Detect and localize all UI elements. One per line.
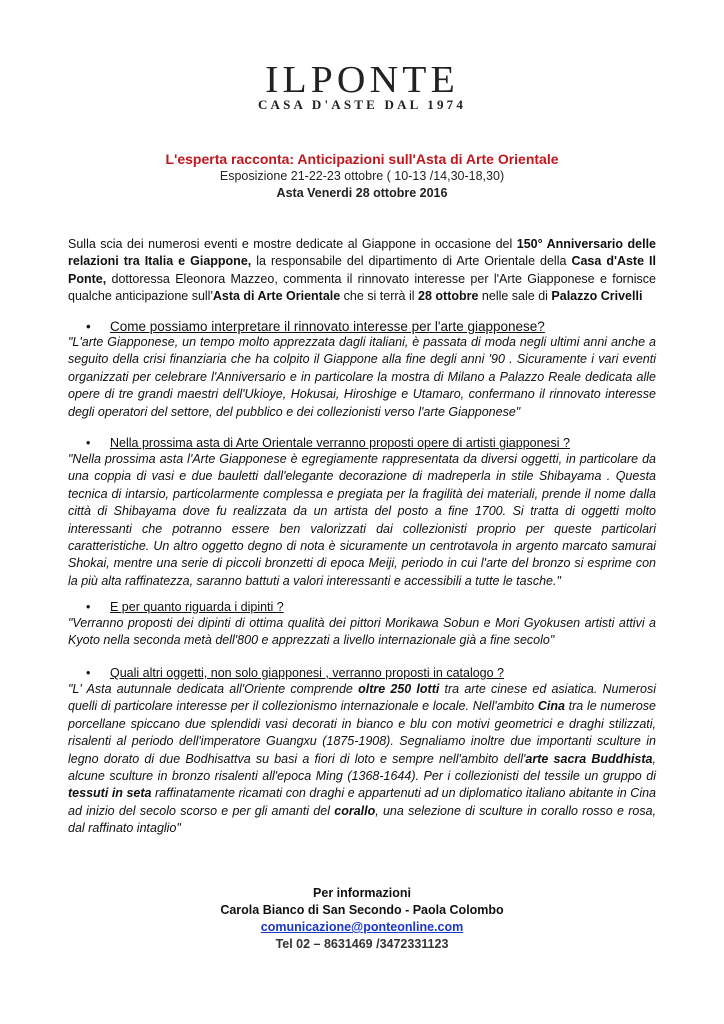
answer-bold: tessuti in seta	[68, 786, 152, 801]
intro-text: nelle sale di	[478, 289, 552, 304]
bullet-icon: •	[86, 666, 91, 680]
press-header	[0, 150, 724, 202]
exhibition-dates: Esposizione 21-22-23 ottobre ( 10-13 /14,30-18,30)	[219, 169, 505, 183]
intro-bold: 28 ottobre	[418, 289, 479, 304]
intro-text: la responsabile del dipartimento di Arte Orientale della	[251, 254, 572, 269]
email-link[interactable]: comunicazione@ponteonline.com	[260, 920, 464, 934]
answer-text: raffinatamente ricamati con draghi e appartenuti ad un diplomatico italiano abitante in Cina ad inizio del secolo scorso e per gli amanti del	[68, 786, 656, 818]
intro-text: che si terrà il	[340, 289, 419, 304]
answer-1: "L'arte Giapponese, un tempo molto apprezzata dagli italiani, è passata di moda negli ultimi anni anche a seguito della crisi finanziaria che ha colpito il Giappone alla fine degli anni '90 . Sicuramente i vari eventi organizzati per celebrare l'Anniversario e in particolare la mostra di Milano a Palazzo Reale dedicata alle opere di tre grandi maestri dell'Ukioye, Hokusai, Hiroshige e Utamaro, confermano il rinnovato interesse degli operatori del settore, del pubblico e dei collezionisti verso l'arte Giapponese"	[68, 335, 656, 419]
footer-phone: Tel 02 – 8631469 /3472331123	[275, 937, 449, 951]
footer-contacts: Carola Bianco di San Secondo - Paola Colombo	[220, 903, 504, 917]
intro-text: dottoressa Eleonora Mazzeo, commenta il rinnovato interesse per l'Arte Giapponese e fornisce qualche anticipazione sull'	[68, 271, 656, 304]
question-text: Quali altri oggetti, non solo giapponesi , verranno proposti in catalogo ?	[110, 666, 505, 680]
answer-3: "Verranno proposti dei dipinti di ottima qualità dei pittori Morikawa Sobun e Mori Gyokusen artisti attivi a Kyoto nella seconda metà dell'800 e apprezzati a livello internazionale già a fine secolo"	[68, 616, 656, 648]
logo-name: ILPONTE	[265, 59, 459, 101]
bullet-icon: •	[86, 600, 91, 614]
footer-heading: Per informazioni	[313, 886, 411, 900]
question-1	[86, 318, 545, 335]
intro-bold: Asta di Arte Orientale	[212, 289, 341, 304]
answer-text: tra le numerose porcellane spiccano due splendidi vasi decorati in bianco e blu con motivi geometrici e draghi stilizzati, risalenti al periodo dell'imperatore Guangxu (1875-1908). Segnaliamo inoltre due importanti sculture in legno dorato di due Bodhisattva su basi a fiori di loto e sempre nell'ambito dell'	[68, 699, 656, 766]
answer-text: "L' Asta autunnale dedicata all'Oriente comprende	[68, 682, 359, 696]
question-text: Come possiamo interpretare il rinnovato interesse per l'arte giapponese?	[110, 319, 545, 334]
question-text: E per quanto riguarda i dipinti ?	[110, 600, 284, 614]
question-4	[86, 665, 504, 682]
page-title: L'esperta racconta: Anticipazioni sull'Asta di Arte Orientale	[165, 151, 559, 167]
answer-4	[68, 681, 656, 838]
answer-text: tra arte cinese ed asiatica. Numerosi quelli di particolare interesse per il collezionismo internazionale e locale. Nell'ambito	[68, 682, 657, 714]
answer-bold: Cina	[537, 699, 565, 714]
answer-bold: arte sacra Buddhista	[525, 751, 653, 766]
answer-text: , una selezione di sculture in corallo rosso e rosa, dal raffinato intaglio"	[68, 803, 656, 836]
contact-footer	[0, 885, 724, 953]
bullet-icon: •	[86, 319, 91, 334]
bullet-icon: •	[86, 436, 91, 450]
logo-tagline: CASA D'ASTE DAL 1974	[257, 97, 467, 112]
intro-bold: Casa d'Aste Il Ponte,	[68, 254, 656, 286]
question-2	[86, 435, 570, 452]
answer-2: "Nella prossima asta l'Arte Giapponese è egregiamente rappresentata da diversi oggetti, in particolare da una coppia di vasi e due bauletti dall'elegante decorazione di madreperla in stile Shibayama . Questa tecnica di intarsio, particolarmente complessa e pregiata per la fragilità dei materiali, prende il nome dalla città di Shibayama dove fu realizzata da un artista del posto a fine 1700. Si tratta di oggetti molto interessanti che potranno essere ben valorizzati dai collezionisti proprio per queste particolari caratteristiche. Un altro oggetto degno di nota è sicuramente un centrotavola in argento marcato samurai Shokai, mentre una serie di piccoli bronzetti di epoca Meiji, periodo in cui l'arte del bronzo si esprime con la più alta raffinatezza, saranno battuti a valori interessanti e accessibili a tutte le tasche."	[68, 452, 656, 588]
intro-text: Sulla scia dei numerosi eventi e mostre dedicate al Giappone in occasione del	[68, 237, 517, 251]
logo	[0, 59, 724, 112]
answer-text: , alcune sculture in bronzo risalenti all'epoca Ming (1368-1644). Per i collezionisti del tessile un gruppo di	[68, 751, 656, 784]
answer-bold: oltre 250 lotti	[358, 682, 440, 696]
intro-bold: 150° Anniversario delle relazioni tra Italia e Giappone,	[68, 237, 656, 269]
question-text: Nella prossima asta di Arte Orientale verranno proposti opere di artisti giapponesi ?	[110, 436, 570, 450]
intro-paragraph	[68, 236, 656, 306]
question-3	[86, 599, 284, 616]
intro-bold: Palazzo Crivelli	[551, 289, 643, 304]
answer-bold: corallo	[334, 803, 376, 818]
auction-date: Asta Venerdi 28 ottobre 2016	[276, 186, 448, 200]
